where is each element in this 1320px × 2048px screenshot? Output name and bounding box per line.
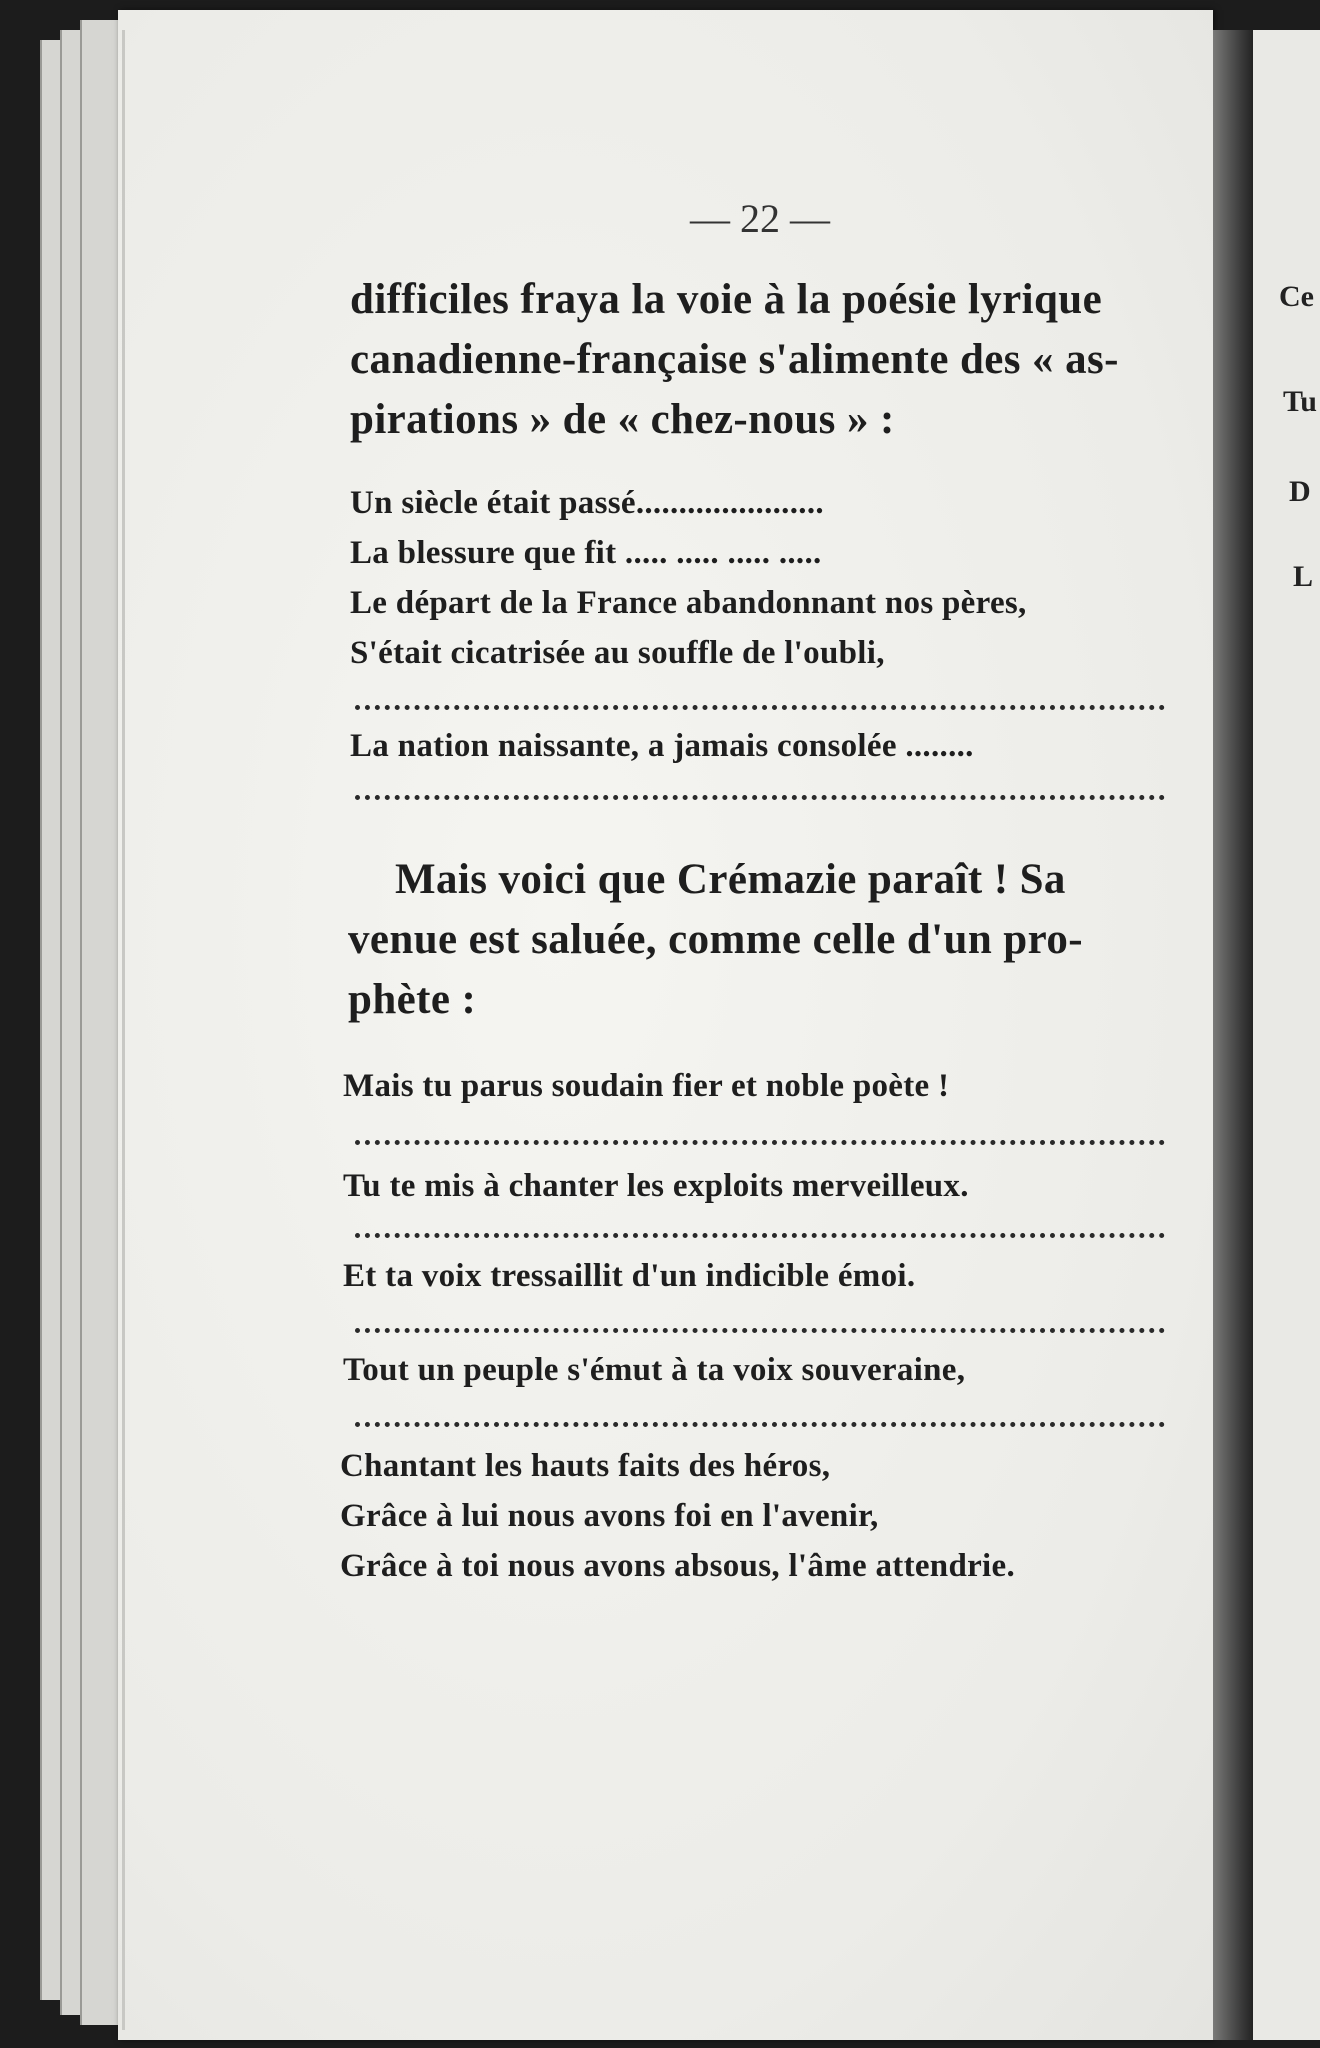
verse-line: Mais tu parus soudain fier et noble poète ! [343, 1068, 950, 1104]
verse-line: Chantant les hauts faits des héros, [340, 1448, 831, 1484]
ellipsis-line [355, 795, 1165, 800]
verse-line: Et ta voix tressaillit d'un indicible émoi. [343, 1258, 916, 1294]
verse-line: S'était cicatrisée au souffle de l'oubli, [350, 635, 885, 671]
page-edge-rule [122, 30, 125, 2030]
book-gutter [1213, 30, 1253, 2040]
paragraph-line: pirations » de « chez-nous » : [350, 396, 895, 443]
verse-line: Un siècle était passé...................... [350, 485, 824, 521]
verse-line: Grâce à toi nous avons absous, l'âme attendrie. [340, 1548, 1016, 1584]
verse-line: Tu te mis à chanter les exploits merveilleux. [343, 1168, 969, 1204]
facing-page [1253, 30, 1320, 2040]
facing-page-fragment: D [1289, 475, 1311, 508]
paragraph-line: venue est saluée, comme celle d'un pro- [348, 916, 1083, 963]
verse-line: Le départ de la France abandonnant nos pères, [350, 585, 1027, 621]
facing-page-fragment: L [1293, 560, 1314, 593]
ellipsis-line [355, 1233, 1165, 1238]
verse-line: La blessure que fit ..... ..... ..... ..... [350, 535, 822, 571]
verse-line: Tout un peuple s'émut à ta voix souveraine, [343, 1352, 966, 1388]
ellipsis-line [355, 705, 1165, 710]
page-number: — 22 — [690, 196, 830, 241]
paragraph-line: phète : [348, 976, 477, 1023]
paragraph-line: canadienne-française s'alimente des « as- [350, 336, 1119, 383]
verse-line: Grâce à lui nous avons foi en l'avenir, [340, 1498, 879, 1534]
paragraph-line: Mais voici que Crémazie paraît ! Sa [395, 856, 1066, 903]
ellipsis-line [355, 1328, 1165, 1333]
facing-page-fragment: Tu [1283, 385, 1317, 418]
facing-page-fragment: Ce [1279, 280, 1314, 313]
verse-line: La nation naissante, a jamais consolée ........ [350, 728, 974, 764]
paragraph-line: difficiles fraya la voie à la poésie lyrique [350, 276, 1103, 323]
ellipsis-line [355, 1140, 1165, 1145]
ellipsis-line [355, 1422, 1165, 1427]
